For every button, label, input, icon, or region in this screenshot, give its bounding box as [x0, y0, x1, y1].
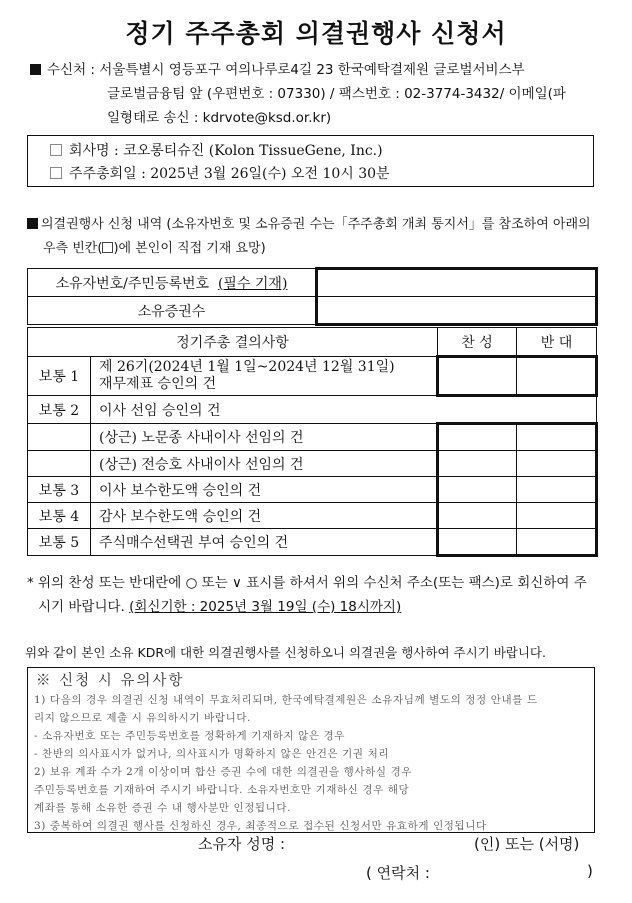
row-text: 감사 보수한도액 승인의 건: [91, 503, 438, 529]
vote-against-cell[interactable]: [517, 477, 597, 503]
note-line: - 찬반의 의사표시가 없거나, 의사표시가 명확하지 않은 안건은 기권 처리: [34, 748, 390, 760]
blank-box-icon: [102, 242, 113, 253]
note-line: 주민등록번호를 기재하여 주시기 바랍니다. 소유자번호만 기재하신 경우 해당: [34, 784, 410, 796]
row-number: 보통 5: [28, 529, 91, 556]
table-row: [28, 451, 597, 477]
vote-against-cell[interactable]: [517, 424, 597, 451]
owner-name-label: 소유자 성명 :: [198, 835, 286, 853]
company-name-line: 회사명 : 코오롱티슈진 (Kolon TissueGene, Inc.): [50, 140, 383, 160]
note-line: 2) 보유 계좌 수가 2개 이상이며 합산 증권 수에 대한 의결권을 행사하실 경우: [34, 766, 413, 778]
row-number: 보통 3: [28, 477, 91, 503]
bullet-square-icon: [27, 218, 38, 229]
vote-against-cell[interactable]: [517, 529, 597, 556]
note-line: 3) 중복하여 의결권 행사를 신청하신 경우, 최종적으로 접수된 신청서만 유효하게 인정됩니다: [34, 820, 487, 832]
header-item: 정기주총 결의사항: [28, 328, 438, 357]
row-text: 이사 선임 승인의 건: [91, 396, 597, 424]
contact-close-paren: ): [587, 862, 593, 880]
row-text: 이사 보수한도액 승인의 건: [91, 477, 438, 503]
table-row: [28, 477, 597, 503]
table-row: [28, 529, 597, 556]
checkbox-icon: [50, 144, 62, 156]
checkbox-icon: [50, 167, 62, 179]
note-line: 1) 다음의 경우 의결권 신청 내역이 무효처리되며, 한국예탁결제원은 소유자님께 별도의 정정 안내를 드: [34, 694, 538, 706]
row-number: [28, 424, 91, 451]
shares-label: 소유증권수: [28, 297, 317, 325]
seal-or-signature-label: (인) 또는 (서명): [474, 835, 580, 853]
table-row: [28, 357, 597, 396]
meeting-date-line: 주주총회일 : 2025년 3월 26일(수) 오전 10시 30분: [50, 163, 390, 183]
reply-deadline: (회신기한 : 2025년 3월 19일 (수) 18시까지): [129, 599, 402, 615]
shares-row: [28, 297, 597, 325]
recipient-line-1: 수신처 : 서울특별시 영등포구 여의나루로4길 23 한국예탁결제원 글로벌서비스부: [30, 58, 525, 78]
reply-note-line-1: * 위의 찬성 또는 반대란에 ○ 또는 ∨ 표시를 하셔서 위의 수신처 주소(또는 팩스)로 회신하여 주: [27, 575, 587, 591]
resolutions-header-row: [28, 328, 597, 357]
vote-for-cell[interactable]: [438, 451, 517, 477]
contact-field[interactable]: [445, 862, 585, 882]
table-row: [28, 424, 597, 451]
owner-id-label-cell: 소유자번호/주민등록번호 (필수 기재): [28, 269, 317, 297]
vote-for-cell[interactable]: [438, 357, 517, 396]
table-row: [28, 503, 597, 529]
note-line: - 소유자번호 또는 주민등록번호를 정확하게 기재하지 않은 경우: [34, 730, 346, 742]
shares-input[interactable]: [317, 297, 597, 325]
row-text: 주식매수선택권 부여 승인의 건: [91, 529, 438, 556]
reply-note-line-2: 시기 바랍니다. (회신기한 : 2025년 3월 19일 (수) 18시까지): [38, 599, 402, 615]
company-info-box: [27, 135, 594, 187]
instructions-line-2: 우측 빈칸( )에 본인이 직접 기재 요망): [43, 241, 266, 256]
vote-against-cell[interactable]: [517, 503, 597, 529]
owner-id-input[interactable]: [317, 269, 597, 297]
contact-label: ( 연락처 :: [366, 864, 430, 882]
row-text: 제 26기(2024년 1월 1일~2024년 12월 31일) 재무제표 승인의 건: [91, 357, 438, 396]
resolutions-table: [27, 327, 598, 557]
recipient-line-2: 글로벌금융팀 앞 (우편번호 : 07330) / 팩스번호 : 02-3774-3432/ 이메일(파: [107, 86, 566, 102]
vote-for-cell[interactable]: [438, 529, 517, 556]
table-row: [28, 396, 597, 424]
vote-against-cell[interactable]: [517, 357, 597, 396]
instructions-line-1: 의결권행사 신청 내역 (소유자번호 및 소유증권 수는「주주총회 개최 통지서」를 참조하여 아래의: [27, 213, 591, 232]
request-statement: 위와 같이 본인 소유 KDR에 대한 의결권행사를 신청하오니 의결권을 행사하여 주시기 바랍니다.: [25, 645, 546, 660]
vote-against-cell[interactable]: [517, 451, 597, 477]
row-number: 보통 2: [28, 396, 91, 424]
vote-for-cell[interactable]: [438, 424, 517, 451]
note-line: 리지 않으므로 제출 시 유의하시기 바랍니다.: [34, 712, 251, 724]
page-title: 정기 주주총회 의결권행사 신청서: [125, 19, 507, 48]
recipient-line-3: 일형태로 송신 : kdrvote@ksd.or.kr): [107, 110, 332, 126]
notes-box: [27, 667, 595, 833]
row-number: 보통 1: [28, 357, 91, 396]
header-for: 찬 성: [438, 328, 517, 357]
vote-for-cell[interactable]: [438, 503, 517, 529]
row-text: (상근) 전승호 사내이사 선임의 건: [91, 451, 438, 477]
note-line: 계좌를 통해 소유한 증권 수 내 행사분만 인정됩니다.: [34, 802, 292, 814]
row-number: [28, 451, 91, 477]
header-against: 반 대: [517, 328, 597, 357]
bullet-square-icon: [30, 64, 41, 75]
row-number: 보통 4: [28, 503, 91, 529]
owner-id-row: [28, 269, 597, 297]
row-text: (상근) 노문종 사내이사 선임의 건: [91, 424, 438, 451]
owner-info-table: [27, 267, 598, 326]
vote-for-cell[interactable]: [438, 477, 517, 503]
notes-heading: ※ 신청 시 유의사항: [36, 673, 185, 689]
owner-name-field[interactable]: [300, 833, 470, 853]
